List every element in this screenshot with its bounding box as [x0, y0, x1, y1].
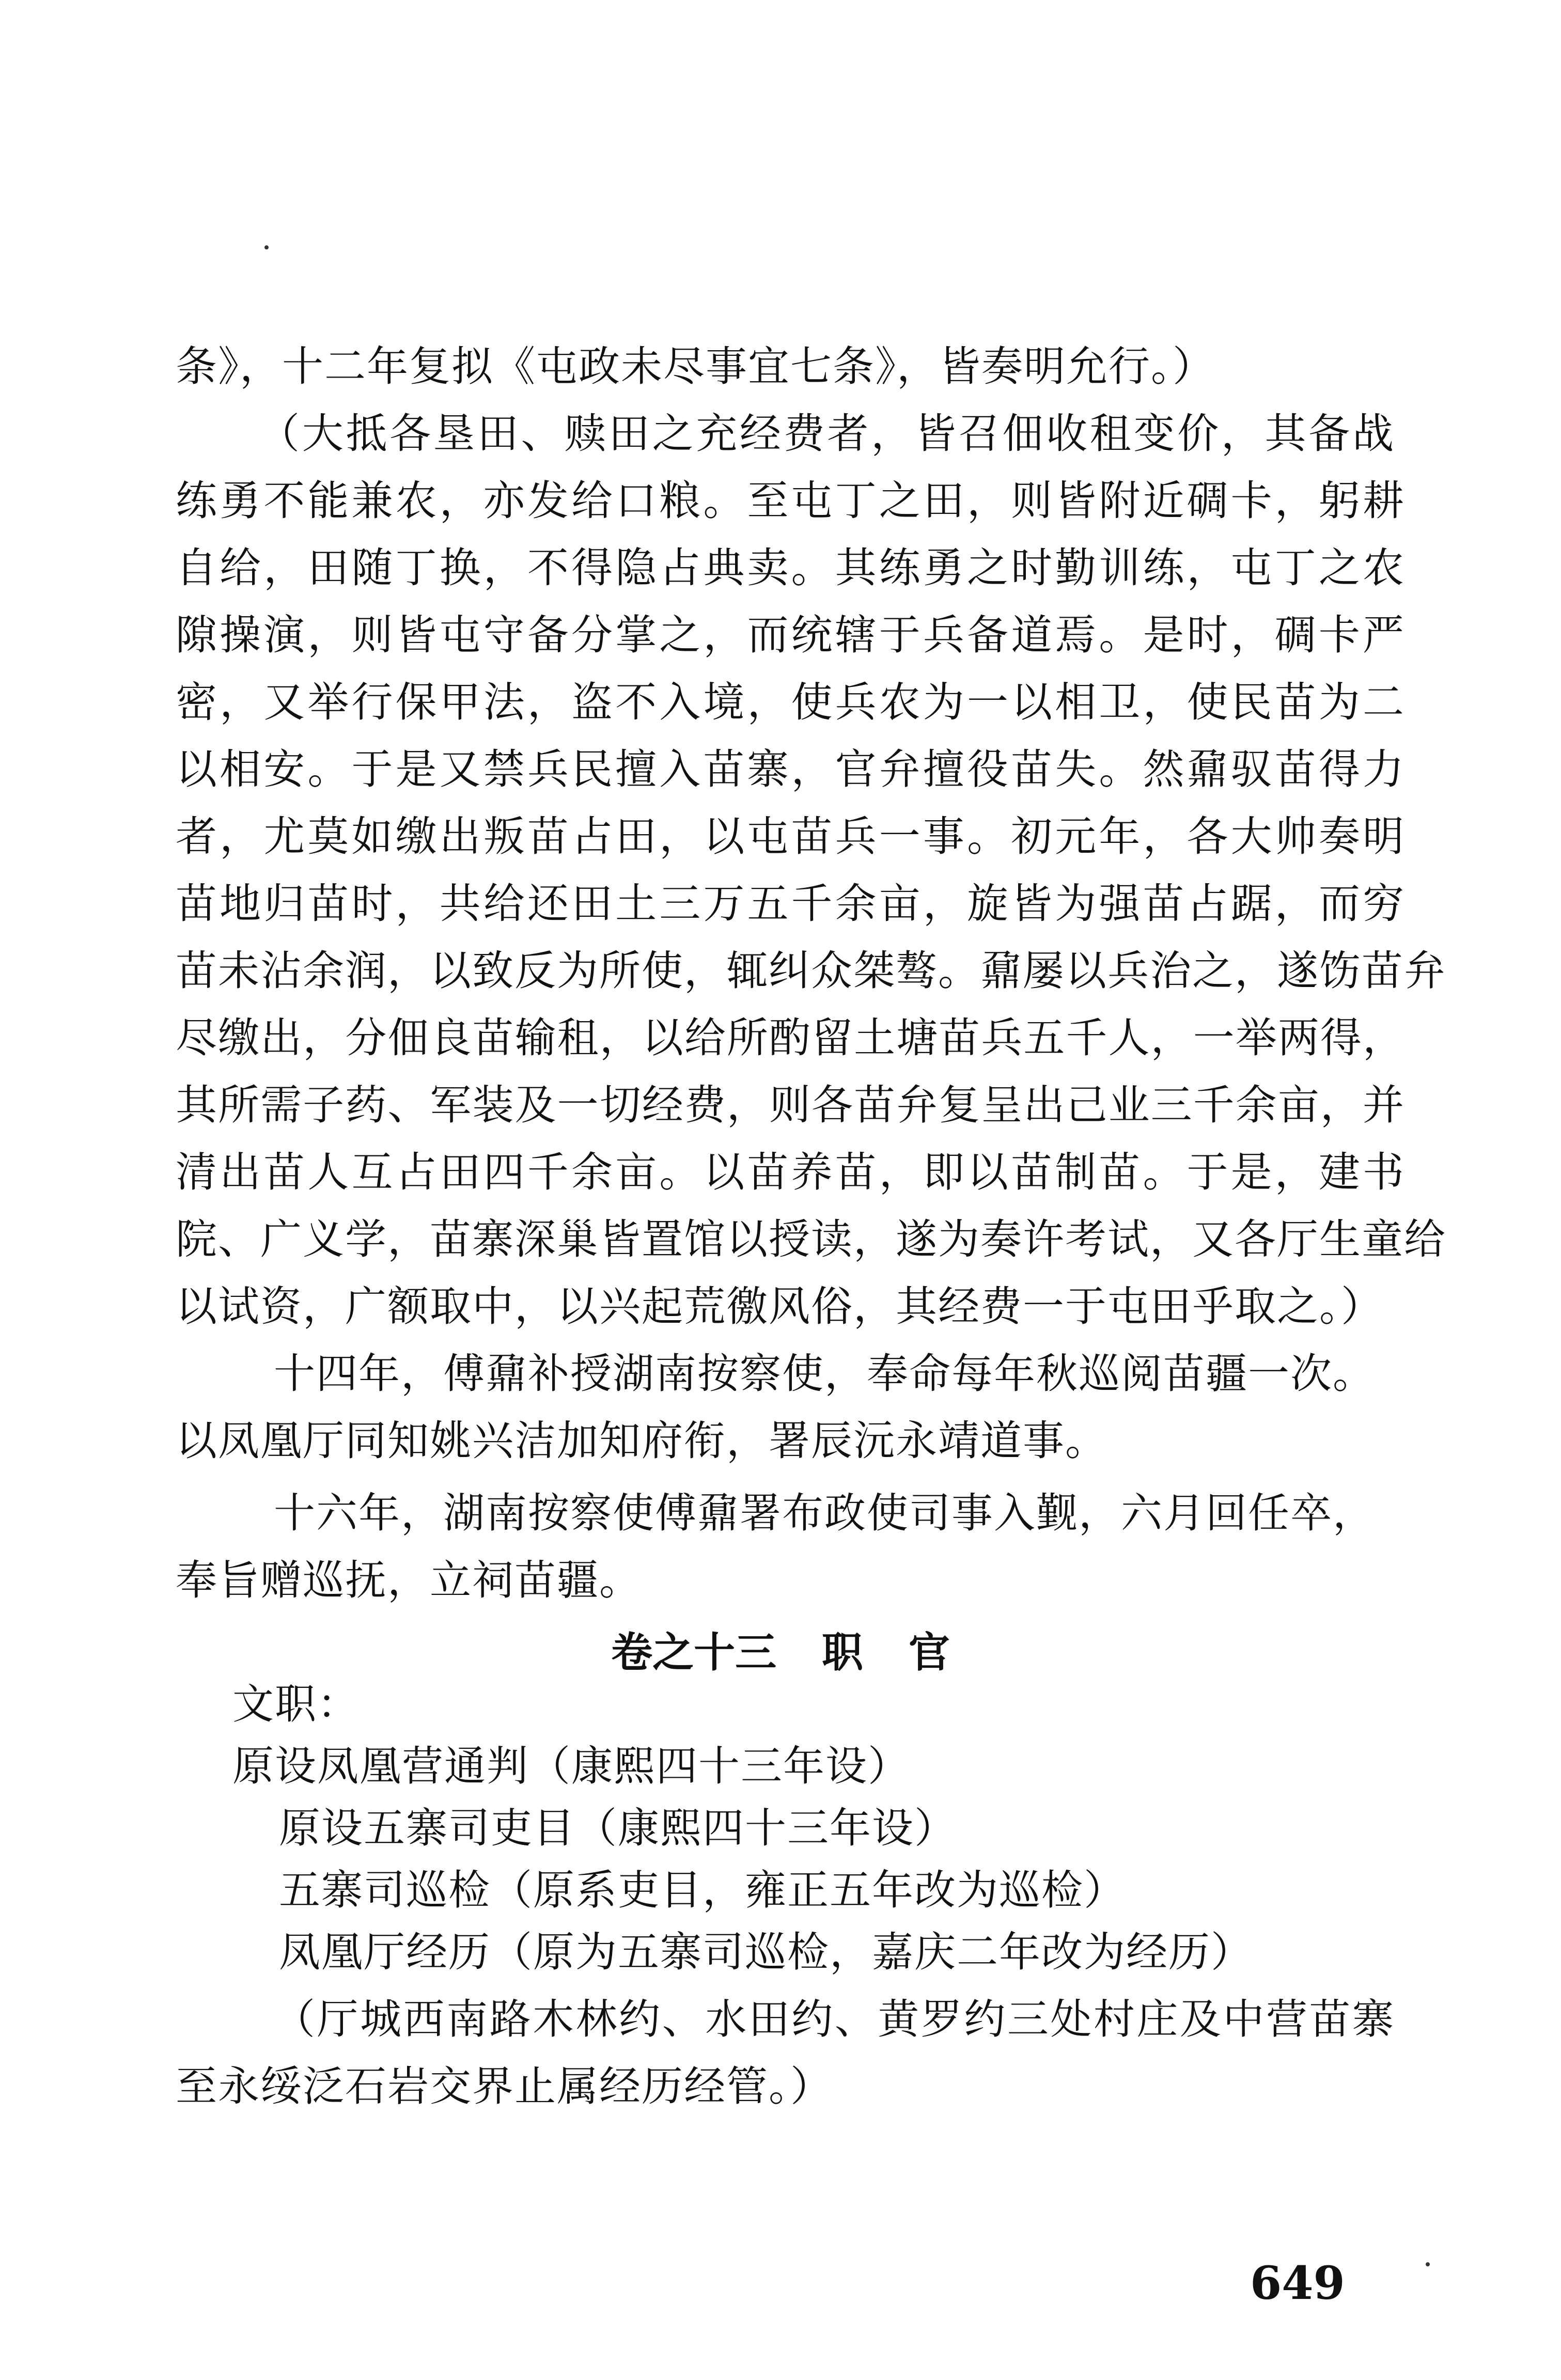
body-line: 以凤凰厅同知姚兴洁加知府衔，署辰沅永靖道事。 — [176, 1417, 1107, 1465]
body-line: 奉旨赠巡抚，立祠苗疆。 — [176, 1556, 642, 1604]
section-label: 文职： — [232, 1680, 360, 1728]
body-line: 尽缴出，分佃良苗输租，以给所酌留土塘苗兵五千人，一举两得， — [176, 1014, 1405, 1062]
body-line: 其所需子药、军装及一切经费，则各苗弁复呈出己业三千余亩，并 — [176, 1081, 1405, 1129]
office-entry: 凤凰厅经历（原为五寨司巡检，嘉庆二年改为经历） — [279, 1928, 1253, 1976]
body-line: 练勇不能兼农，亦发给口粮。至屯丁之田，则皆附近碉卡，躬耕 — [176, 477, 1405, 525]
body-line: 以相安。于是又禁兵民擅入苗寨，官弁擅役苗失。然鼐驭苗得力 — [176, 745, 1405, 793]
office-entry: 原设五寨司吏目（康熙四十三年设） — [279, 1804, 957, 1852]
body-line: 条》，十二年复拟《屯政未尽事宜七条》，皆奏明允行。） — [176, 342, 1215, 390]
body-line: 清出苗人互占田四千余亩。以苗养苗，即以苗制苗。于是，建书 — [176, 1148, 1405, 1196]
body-line: 苗地归苗时，共给还田土三万五千余亩，旋皆为强苗占踞，而穷 — [176, 880, 1405, 928]
body-line: （大抵各垦田、赎田之充经费者，皆召佃收租变价，其备战 — [258, 410, 1395, 458]
body-line: 隙操演，则皆屯守备分掌之，而统辖于兵备道焉。是时，碉卡严 — [176, 611, 1405, 659]
body-line: 十六年，湖南按察使傅鼐署布政使司事入觐，六月回任卒， — [274, 1489, 1375, 1537]
body-line: 自给，田随丁换，不得隐占典卖。其练勇之时勤训练，屯丁之农 — [176, 544, 1405, 592]
body-line: 十四年，傅鼐补授湖南按察使，奉命每年秋巡阅苗疆一次。 — [274, 1350, 1375, 1398]
office-entry: 原设凤凰营通判（康熙四十三年设） — [232, 1742, 910, 1790]
body-line: 者，尤莫如缴出叛苗占田，以屯苗兵一事。初元年，各大帅奏明 — [176, 812, 1405, 860]
chapter-volume: 卷之十三 — [611, 1629, 777, 1677]
chapter-title-char: 职 — [822, 1629, 863, 1677]
office-note: （厅城西南路木林约、水田约、黄罗约三处村庄及中营苗寨 — [274, 1995, 1395, 2043]
print-speck — [1426, 2262, 1430, 2266]
chapter-title-char: 官 — [908, 1629, 950, 1677]
print-speck — [264, 245, 269, 249]
office-note: 至永绥泛石岩交界止属经历经管。） — [176, 2062, 833, 2110]
body-line: 院、广义学，苗寨深巢皆置馆以授读，遂为奏许考试，又各厅生童给 — [176, 1215, 1446, 1263]
body-line: 以试资，广额取中，以兴起荒徼风俗，其经费一于屯田乎取之。） — [176, 1282, 1383, 1330]
office-entry: 五寨司巡检（原系吏目，雍正五年改为巡检） — [279, 1866, 1126, 1914]
page-number: 649 — [1250, 2256, 1345, 2310]
body-line: 密，又举行保甲法，盗不入境，使兵农为一以相卫，使民苗为二 — [176, 678, 1405, 726]
chapter-heading — [0, 1627, 1561, 1679]
body-line: 苗未沾余润，以致反为所使，辄纠众桀骜。鼐屡以兵治之，遂饬苗弁 — [176, 947, 1446, 995]
